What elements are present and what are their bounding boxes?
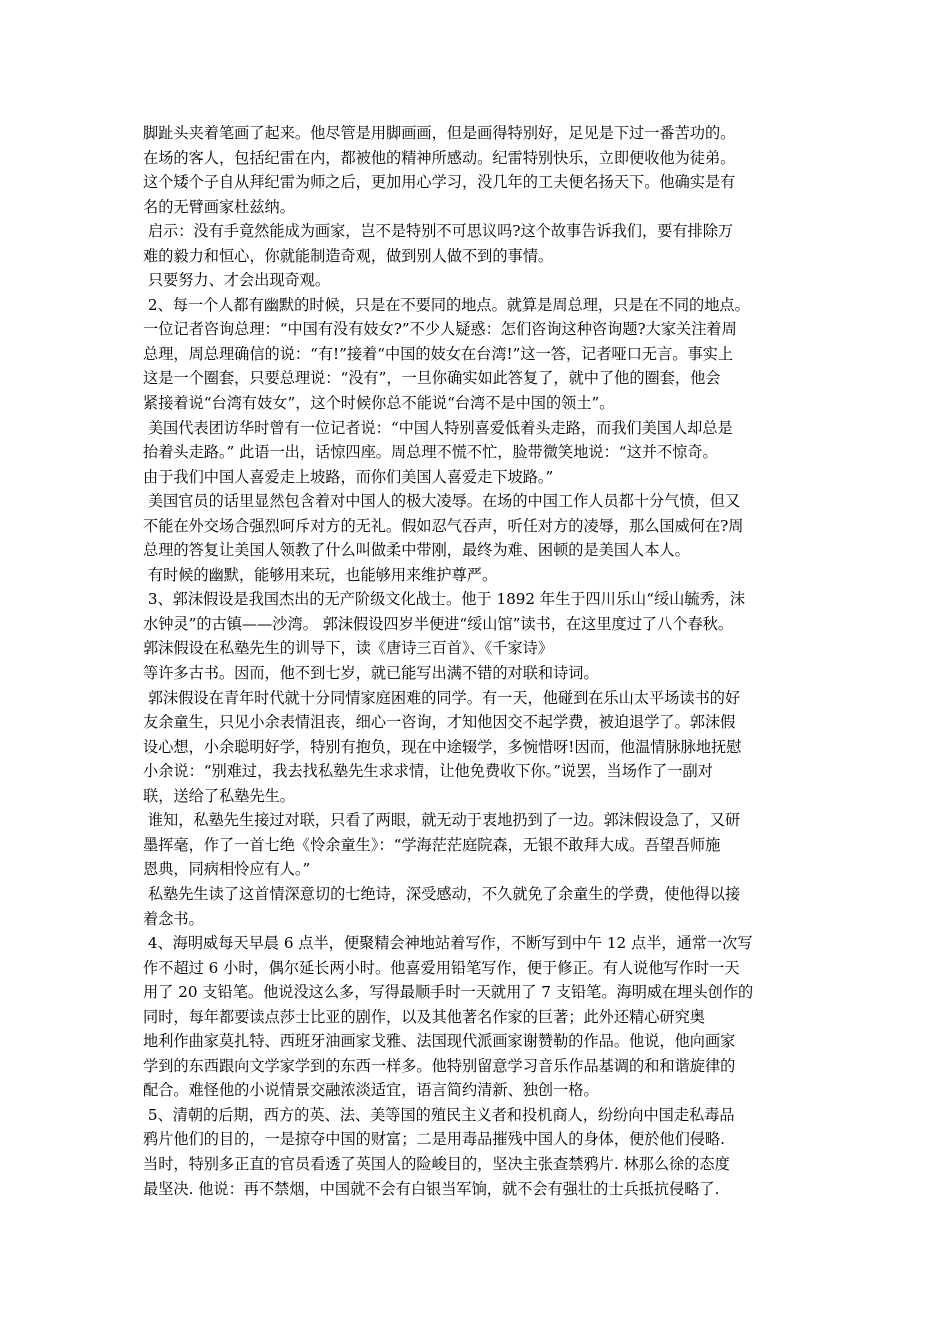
text-line: 联，送给了私塾先生。 xyxy=(143,786,295,805)
text-line: 一位记者咨询总理：“中国有没有妓女?”不少人疑惑：怎们咨询这种咨询题?大家关注着周 xyxy=(143,320,737,339)
text-line: 在场的客人，包括纪雷在内，都被他的精神所感动。纪雷特别快乐，立即便收他为徒弟。 xyxy=(143,148,736,167)
text-line: 设心想，小余聪明好学，特别有抱负，现在中途辍学，多惋惜呀!因而，他温情脉脉地抚慰 xyxy=(143,737,742,756)
text-line: 难的毅力和恒心，你就能制造奇观，做到别人做不到的事情。 xyxy=(143,246,554,265)
text-line: 抬着头走路。” 此语一出，话惊四座。周总理不慌不忙，脸带微笑地说：“这并不惊奇。 xyxy=(143,443,718,462)
text-line: 2、每一个人都有幽默的时候，只是在不要同的地点。就算是周总理，只是在不同的地点。 xyxy=(143,295,750,314)
text-line: 名的无臂画家杜兹纳。 xyxy=(143,197,295,216)
text-line: 美国官员的话里显然包含着对中国人的极大凌辱。在场的中国工作人员都十分气愤，但又 xyxy=(143,492,741,511)
text-line: 配合。难怪他的小说情景交融浓淡适宜，语言简约清新、独创一格。 xyxy=(143,1081,599,1100)
text-line: 着念书。 xyxy=(143,909,204,928)
text-line: 脚趾头夹着笔画了起来。他尽管是用脚画画，但是画得特别好，足见是下过一番苦功的。 xyxy=(143,124,736,142)
text-line: 这个矮个子自从拜纪雷为师之后，更加用心学习，没几年的工夫便名扬天下。他确实是有 xyxy=(143,173,736,192)
text-line: 地利作曲家莫扎特、西班牙油画家戈雅、法国现代派画家谢赞勒的作品。他说，他向画家 xyxy=(143,1032,736,1051)
text-line: 用了 20 支铅笔。他说没这么多，写得最顺手时一天就用了 7 支铅笔。海明威在埋头创作的 xyxy=(143,983,754,1002)
text-line: 只要努力、才会出现奇观。 xyxy=(143,271,331,290)
text-line: 最坚决. 他说：再不禁烟，中国就不会有白银当军饷，就不会有强壮的士兵抵抗侵略了. xyxy=(143,1179,720,1198)
text-line: 启示：没有手竟然能成为画家，岂不是特别不可思议吗?这个故事告诉我们，要有排除万 xyxy=(143,222,734,241)
text-line: 等许多古书。因而，他不到七岁，就已能写出满不错的对联和诗词。 xyxy=(143,664,599,683)
text-line: 作不超过 6 小时，偶尔延长两小时。他喜爱用铅笔写作，便于修正。有人说他写作时一天 xyxy=(143,958,740,977)
text-line: 小余说：“别难过，我去找私塾先生求求情，让他免费收下你。”说罢，当场作了一副对 xyxy=(143,762,713,781)
text-line: 5、清朝的后期，西方的英、法、美等国的殖民主义者和投机商人，纷纷向中国走私毒品 xyxy=(143,1105,735,1124)
text-line: 鸦片他们的目的，一是掠夺中国的财富；二是用毒品摧残中国人的身体，便於他们侵略. xyxy=(143,1130,725,1149)
text-line: 当时，特别多正直的官员看透了英国人的险峻目的，坚决主张查禁鸦片. 林那么徐的态度 xyxy=(143,1154,730,1173)
text-line: 不能在外交场合强烈呵斥对方的无礼。假如忍气吞声，听任对方的凌辱，那么国威何在?周 xyxy=(143,516,744,535)
text-line: 紧接着说“台湾有妓女”，这个时候你总不能说“台湾不是中国的领土”。 xyxy=(143,394,615,413)
text-line: 恩典，同病相怜应有人。” xyxy=(143,860,311,879)
text-line: 总理的答复让美国人领教了什么叫做柔中带刚，最终为难、困顿的是美国人本人。 xyxy=(143,541,690,560)
text-line: 水钟灵”的古镇——沙湾。 郭沫假设四岁半便进“绥山馆”读书，在这里度过了八个春秋。 xyxy=(143,614,734,633)
text-line: 美国代表团访华时曾有一位记者说：“中国人特别喜爱低着头走路，而我们美国人却总是 xyxy=(143,418,733,437)
text-line: 墨挥毫，作了一首七绝《怜余童生》：“学海茫茫庭院森，无银不敢拜大成。吾望吾师施 xyxy=(143,835,721,854)
text-line: 3、郭沫假设是我国杰出的无产阶级文化战士。他于 1892 年生于四川乐山“绥山毓秀，沫 xyxy=(143,590,746,609)
text-line: 谁知，私塾先生接过对联，只看了两眼，就无动于衷地扔到了一边。郭沫假设急了，又研 xyxy=(143,811,741,830)
text-line: 私塾先生读了这首情深意切的七绝诗，深受感动，不久就免了余童生的学费，使他得以接 xyxy=(143,884,741,903)
text-line: 这是一个圈套，只要总理说：“没有”，一旦你确实如此答复了，就中了他的圈套，他会 xyxy=(143,369,721,388)
text-line: 同时，每年都要读点莎士比亚的剧作，以及其他著名作家的巨著；此外还精心研究奥 xyxy=(143,1007,705,1026)
text-line: 4、海明威每天早晨 6 点半，便聚精会神地站着写作，不断写到中午 12 点半，通常一次写 xyxy=(143,934,753,953)
document-body xyxy=(143,121,823,1201)
text-line: 有时候的幽默，能够用来玩，也能够用来维护尊严。 xyxy=(143,565,498,584)
text-line: 友余童生，只见小余表情沮丧，细心一咨询，才知他因交不起学费，被迫退学了。郭沫假 xyxy=(143,713,736,732)
text-line: 学到的东西跟向文学家学到的东西一样多。他特别留意学习音乐作品基调的和和谐旋律的 xyxy=(143,1056,736,1075)
text-line: 郭沫假设在青年时代就十分同情家庭困难的同学。有一天，他碰到在乐山太平场读书的好 xyxy=(143,688,741,707)
text-line: 总理，周总理确信的说：“有!”接着“中国的妓女在台湾!”这一答，记者哑口无言。事实上 xyxy=(143,344,734,363)
text-line: 由于我们中国人喜爱走上坡路，而你们美国人喜爱走下坡路。” xyxy=(143,467,554,486)
text-line: 郭沫假设在私塾先生的训导下，读《唐诗三百首》、《千家诗》 xyxy=(143,639,554,658)
